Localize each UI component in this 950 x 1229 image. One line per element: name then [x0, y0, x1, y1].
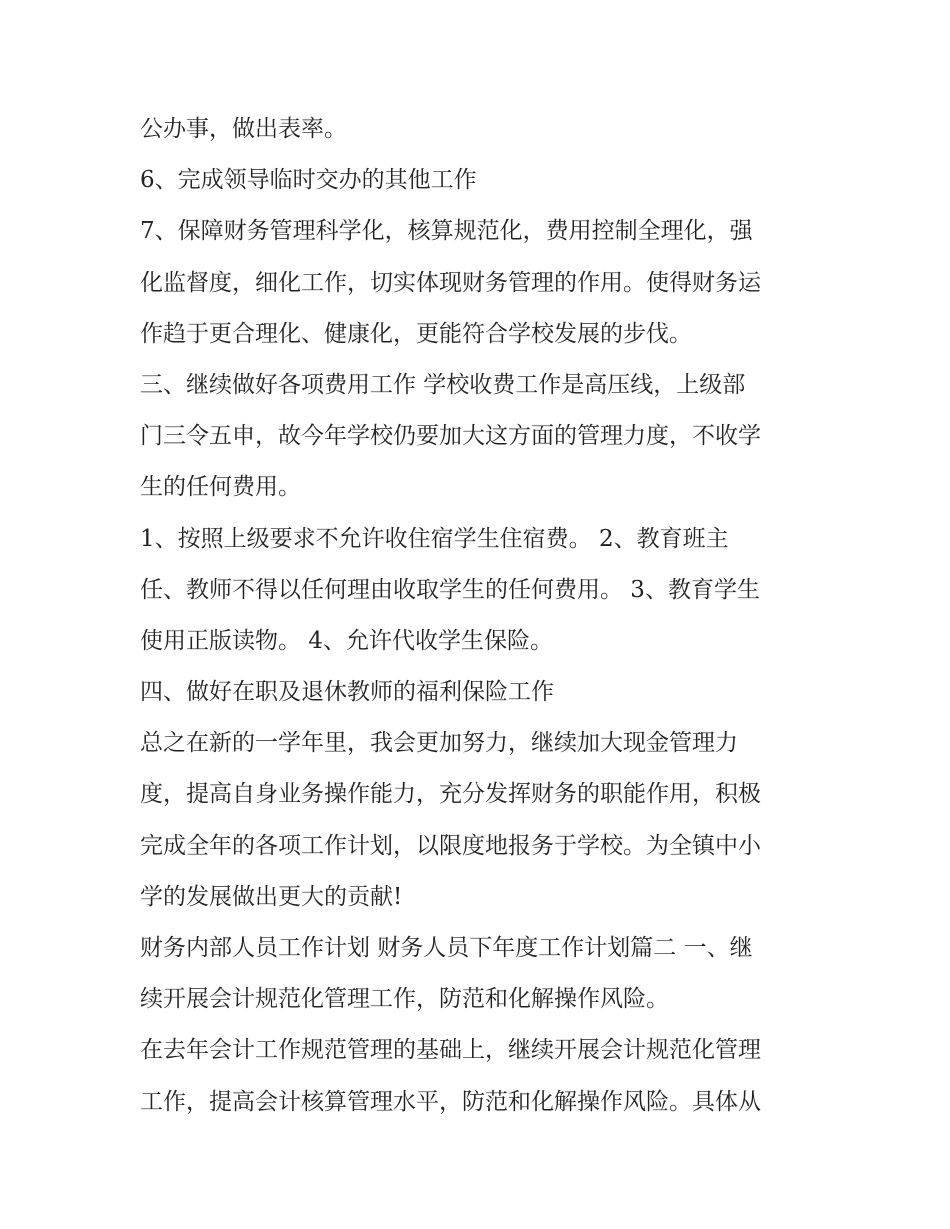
document-body	[140, 104, 830, 1128]
text-line: 7、保障财务管理科学化，核算规范化，费用控制全理化，强	[140, 218, 753, 245]
text-line: 续开展会计规范化管理工作，防范和化解操作风险。	[140, 986, 669, 1013]
text-line: 化监督度，细化工作，切实体现财务管理的作用。使得财务运	[140, 269, 761, 296]
text-line: 完成全年的各项工作计划，以限度地报务于学校。为全镇中小	[140, 832, 761, 859]
text-line: 任、教师不得以任何理由收取学生的任何费用。 3、教育学生	[140, 576, 760, 603]
text-line: 门三令五申，故今年学校仍要加大这方面的管理力度，不收学	[140, 423, 761, 450]
text-line: 在去年会计工作规范管理的基础上，继续开展会计规范化管理	[140, 1037, 761, 1064]
text-line: 作趋于更合理化、健康化，更能符合学校发展的步伐。	[140, 320, 692, 347]
text-line: 三、继续做好各项费用工作 学校收费工作是高压线，上级部	[140, 371, 746, 398]
text-line: 工作，提高会计核算管理水平，防范和化解操作风险。具体从	[140, 1088, 761, 1115]
text-line: 总之在新的一学年里，我会更加努力，继续加大现金管理力	[140, 730, 738, 757]
text-line: 公办事，做出表率。	[140, 116, 347, 142]
text-line: 四、做好在职及退休教师的福利保险工作	[140, 679, 554, 706]
text-line: 1、按照上级要求不允许收住宿学生住宿费。 2、教育班主	[140, 525, 729, 552]
text-line: 生的任何费用。	[140, 474, 301, 501]
text-line: 6、完成领导临时交办的其他工作	[140, 167, 477, 194]
text-line: 度，提高自身业务操作能力，充分发挥财务的职能作用，积极	[140, 781, 761, 808]
text-line: 学的发展做出更大的贡献!	[140, 883, 403, 910]
text-line: 财务内部人员工作计划 财务人员下年度工作计划篇二 一、继	[140, 935, 753, 961]
text-line: 使用正版读物。 4、允许代收学生保险。	[140, 627, 553, 654]
